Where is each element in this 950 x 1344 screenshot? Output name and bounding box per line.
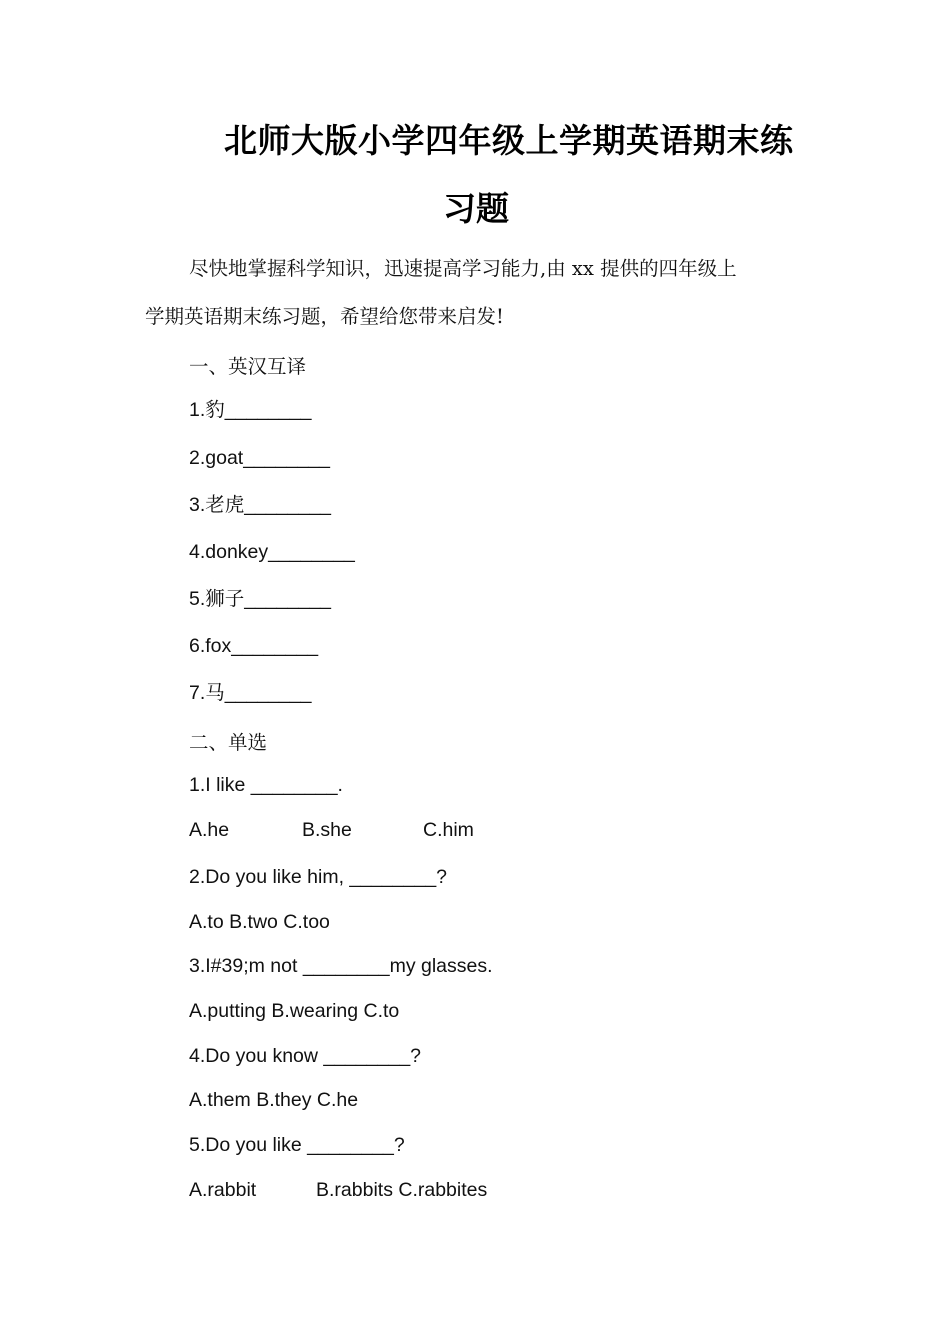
question-5-options — [189, 1181, 487, 1201]
question-4: 4.Do you know ________? — [189, 1045, 422, 1067]
question-1-option-c: C.him — [423, 819, 474, 841]
question-5-option-a: A.rabbit — [189, 1179, 257, 1201]
intro-paragraph-line-1: 尽快地掌握科学知识，迅速提高学习能力,由 xx 提供的四年级上 — [189, 257, 737, 280]
section-2-heading: 二、单选 — [189, 731, 268, 754]
intro-paragraph-line-2: 学期英语期末练习题，希望给您带来启发! — [145, 305, 504, 328]
question-2-options: A.to B.two C.too — [189, 911, 330, 933]
translation-item-3: 3.老虎________ — [189, 494, 332, 516]
translation-item-6: 6.fox________ — [189, 635, 319, 657]
translation-item-7: 7.马________ — [189, 682, 312, 704]
question-4-options: A.them B.they C.he — [189, 1089, 359, 1111]
question-5-option-b-c: B.rabbits C.rabbites — [316, 1179, 488, 1201]
question-1-options — [189, 821, 474, 841]
question-1-option-a: A.he — [189, 819, 230, 841]
document-title-continued: 习题 — [443, 189, 509, 228]
question-1: 1.I like ________. — [189, 774, 343, 796]
document-title: 北师大版小学四年级上学期英语期末练 — [224, 121, 794, 160]
question-2: 2.Do you like him, ________? — [189, 866, 448, 888]
translation-item-4: 4.donkey________ — [189, 541, 355, 563]
translation-item-1: 1.豹________ — [189, 399, 312, 421]
translation-item-5: 5.狮子________ — [189, 588, 332, 610]
translation-item-2: 2.goat________ — [189, 447, 330, 469]
question-3-options: A.putting B.wearing C.to — [189, 1000, 400, 1022]
question-5: 5.Do you like ________? — [189, 1134, 405, 1156]
section-1-heading: 一、英汉互译 — [189, 355, 307, 378]
question-1-option-b: B.she — [302, 819, 352, 841]
question-3: 3.I#39;m not ________my glasses. — [189, 955, 493, 977]
